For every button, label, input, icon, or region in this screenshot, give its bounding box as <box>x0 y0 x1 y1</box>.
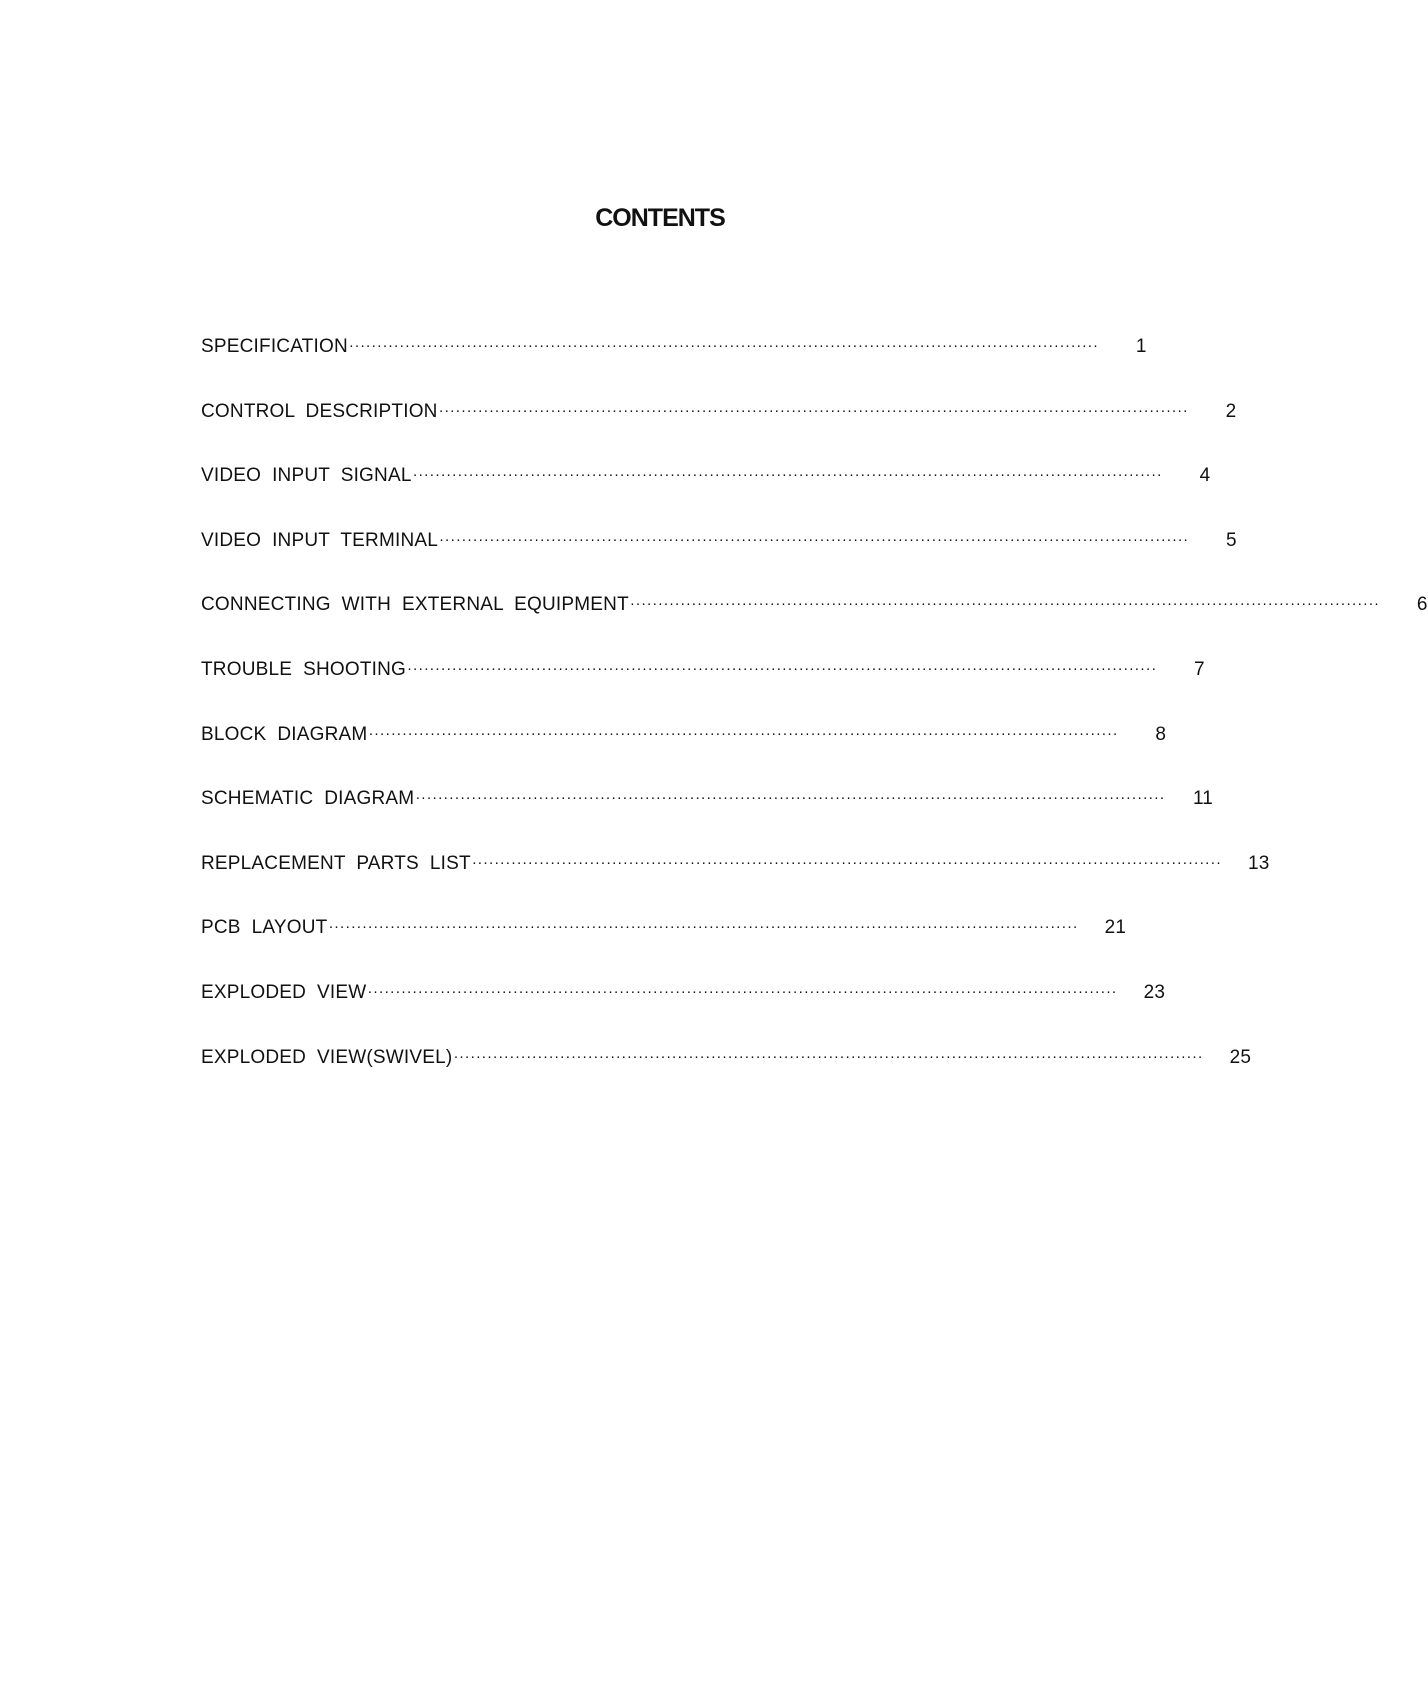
toc-dot-leader: ······································································································································ <box>629 595 1380 613</box>
toc-page-number: 23 <box>1143 981 1166 1003</box>
toc-dot-leader: ······································································································································ <box>328 918 1079 936</box>
toc-dot-leader: ······································································································································ <box>439 530 1189 548</box>
toc-entry-label: TROUBLE SHOOTING <box>201 658 407 680</box>
toc-entry-label: BLOCK DIAGRAM <box>201 723 368 745</box>
toc-dot-leader: ······································································································································ <box>368 724 1119 742</box>
toc-entry[interactable] <box>201 852 1270 918</box>
toc-dot-leader: ······································································································································ <box>367 982 1118 1000</box>
toc-page-number: 4 <box>1199 465 1211 487</box>
toc-entry[interactable] <box>201 465 1211 530</box>
toc-page-number: 6 <box>1416 594 1428 616</box>
toc-page-number: 1 <box>1135 336 1147 357</box>
toc-page-number: 5 <box>1226 529 1237 551</box>
toc-dot-leader: ······································································································································ <box>471 853 1222 871</box>
toc-entry-label: CONTROL DESCRIPTION <box>201 400 438 422</box>
toc-entry-label: PCB LAYOUT <box>201 917 328 939</box>
toc-dot-leader: ······································································································································ <box>438 401 1189 419</box>
toc-entry[interactable] <box>201 658 1205 724</box>
toc-page-number: 2 <box>1225 400 1237 422</box>
toc-entry[interactable] <box>201 594 1428 659</box>
toc-entry[interactable] <box>201 788 1214 853</box>
toc-entry-label: EXPLODED VIEW <box>201 981 367 1003</box>
toc-dot-leader: ······································································································································ <box>412 466 1163 484</box>
toc-page-number: 11 <box>1192 788 1214 810</box>
toc-dot-leader: ······································································································································ <box>348 337 1099 354</box>
toc-entry[interactable] <box>201 723 1167 789</box>
toc-page-number: 13 <box>1248 852 1270 874</box>
toc-entry-label: VIDEO INPUT SIGNAL <box>201 465 412 487</box>
toc-entry-label: CONNECTING WITH EXTERNAL EQUIPMENT <box>201 594 629 616</box>
toc-entry-label: VIDEO INPUT TERMINAL <box>201 529 439 551</box>
page-title: CONTENTS <box>595 204 725 232</box>
toc-entry[interactable] <box>201 1046 1252 1112</box>
toc-entry-label: SPECIFICATION <box>201 336 348 357</box>
toc-entry[interactable] <box>201 529 1237 595</box>
toc-entry[interactable] <box>201 917 1127 982</box>
toc-entry[interactable] <box>201 981 1166 1047</box>
toc-dot-leader: ······································································································································ <box>415 789 1166 807</box>
toc-page-number: 25 <box>1229 1046 1252 1068</box>
toc-entry[interactable] <box>201 400 1237 466</box>
toc-page-number: 8 <box>1155 723 1167 745</box>
toc-dot-leader: ······································································································································ <box>453 1047 1204 1065</box>
toc-entry-label: EXPLODED VIEW(SWIVEL) <box>201 1046 453 1068</box>
toc-entry-label: SCHEMATIC DIAGRAM <box>201 788 415 810</box>
table-of-contents <box>201 336 1428 1111</box>
toc-page-number: 21 <box>1104 917 1127 939</box>
toc-dot-leader: ······································································································································ <box>407 659 1157 677</box>
toc-page-number: 7 <box>1194 658 1205 680</box>
toc-entry[interactable] <box>201 336 1147 401</box>
toc-entry-label: REPLACEMENT PARTS LIST <box>201 852 471 874</box>
